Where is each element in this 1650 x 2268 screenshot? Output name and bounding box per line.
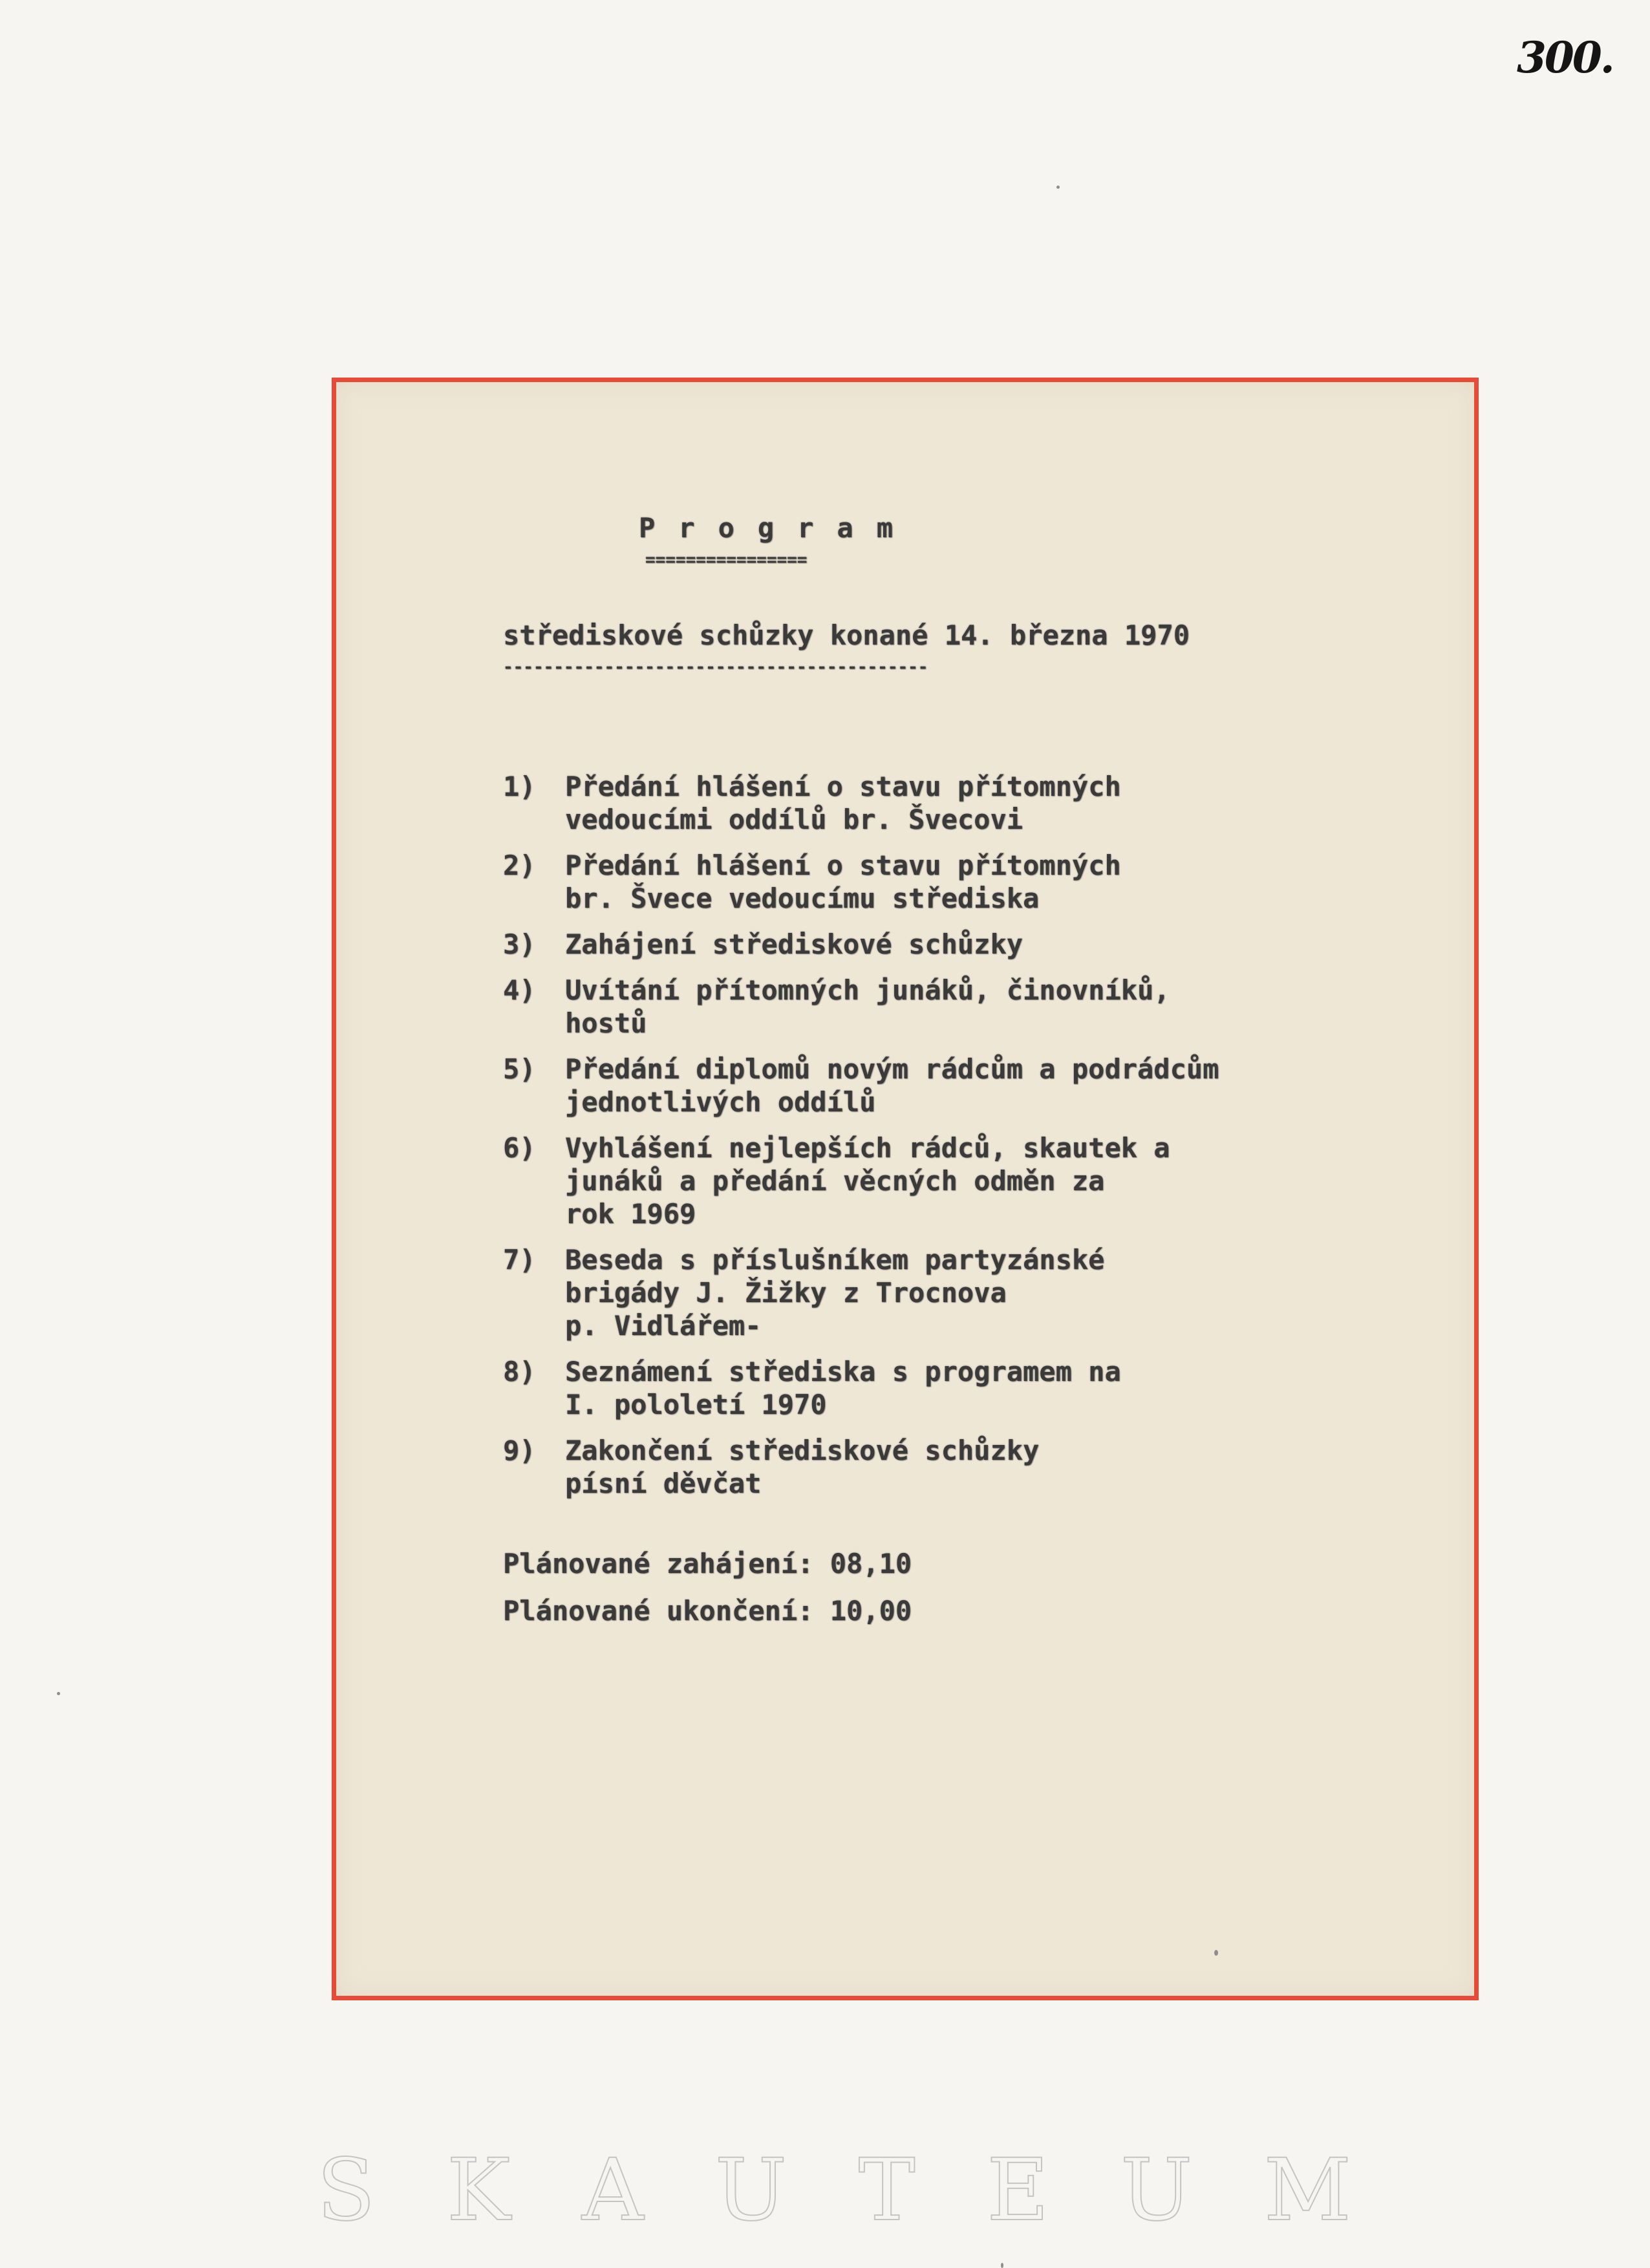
paper-speck (1001, 2263, 1003, 2268)
paper-speck (1056, 186, 1060, 189)
paper-speck (1214, 1950, 1218, 1956)
program-list (503, 770, 1421, 1513)
typed-sheet (336, 382, 1474, 1996)
item-text-line: vedoucími oddílů br. Švecovi (565, 804, 1023, 835)
item-number: 4) (503, 974, 536, 1006)
program-item-9 (503, 1434, 1421, 1500)
item-number: 3) (503, 928, 536, 960)
watermark-letter: U (1120, 2141, 1193, 2240)
program-item-1 (503, 770, 1421, 836)
item-text-line: I. pololetí 1970 (565, 1389, 827, 1420)
program-item-8 (503, 1355, 1421, 1421)
item-text-line: br. Švece vedoucímu střediska (565, 883, 1040, 914)
item-text-line: brigády J. Žižky z Trocnova (565, 1277, 1007, 1309)
item-text-line: Předání diplomů novým rádcům a podrádcům (565, 1053, 1219, 1085)
document-title: Program (639, 512, 917, 544)
watermark-letter: M (1263, 2141, 1351, 2240)
item-text-line: jednotlivých oddílů (565, 1086, 876, 1118)
planned-end: Plánované ukončení: 10,00 (503, 1595, 912, 1627)
program-item-3 (503, 928, 1421, 961)
title-underline: ================ (645, 550, 808, 570)
watermark-letter: A (582, 2141, 644, 2240)
page-number: 300. (1517, 32, 1613, 83)
schedule-times (503, 1547, 912, 1642)
item-text-line: p. Vidlářem- (565, 1310, 762, 1342)
item-number: 8) (503, 1356, 536, 1387)
item-text-line: Vyhlášení nejlepších rádců, skautek a (565, 1132, 1170, 1164)
document-subtitle: střediskové schůzky konané 14. března 1970 (503, 619, 1190, 651)
item-text-line: hostů (565, 1007, 647, 1039)
item-text-line: Uvítání přítomných junáků, činovníků, (565, 974, 1170, 1006)
item-text-line: písní děvčat (565, 1468, 762, 1499)
program-item-4 (503, 974, 1421, 1040)
item-text-line: rok 1969 (565, 1198, 696, 1230)
watermark-letter: S (317, 2141, 376, 2240)
item-text-line: Beseda s příslušníkem partyzánské (565, 1244, 1105, 1276)
watermark-letter: E (987, 2141, 1049, 2240)
watermark-letter: K (446, 2141, 511, 2240)
watermark (317, 2141, 1351, 2240)
item-text-line: Seznámení střediska s programem na (565, 1356, 1121, 1387)
item-number: 1) (503, 771, 536, 802)
item-number: 7) (503, 1244, 536, 1276)
planned-start: Plánované zahájení: 08,10 (503, 1548, 912, 1579)
item-number: 6) (503, 1132, 536, 1164)
item-text-line: Zahájení střediskové schůzky (565, 928, 1023, 960)
item-text-line: Předání hlášení o stavu přítomných (565, 850, 1121, 881)
item-text-line: Předání hlášení o stavu přítomných (565, 771, 1121, 802)
subtitle-underline: ------------------------------------------ (503, 658, 928, 677)
watermark-letter: U (714, 2141, 788, 2240)
watermark-letter: T (858, 2141, 916, 2240)
document-frame (332, 378, 1479, 2000)
program-item-5 (503, 1053, 1421, 1118)
item-text-line: junáků a předání věcných odměn za (565, 1165, 1105, 1197)
paper-speck (57, 1692, 60, 1695)
program-item-7 (503, 1243, 1421, 1342)
program-item-6 (503, 1131, 1421, 1230)
item-number: 2) (503, 850, 536, 881)
item-text-line: Zakončení střediskové schůzky (565, 1435, 1040, 1466)
item-number: 9) (503, 1435, 536, 1466)
item-number: 5) (503, 1053, 536, 1085)
program-item-2 (503, 849, 1421, 915)
